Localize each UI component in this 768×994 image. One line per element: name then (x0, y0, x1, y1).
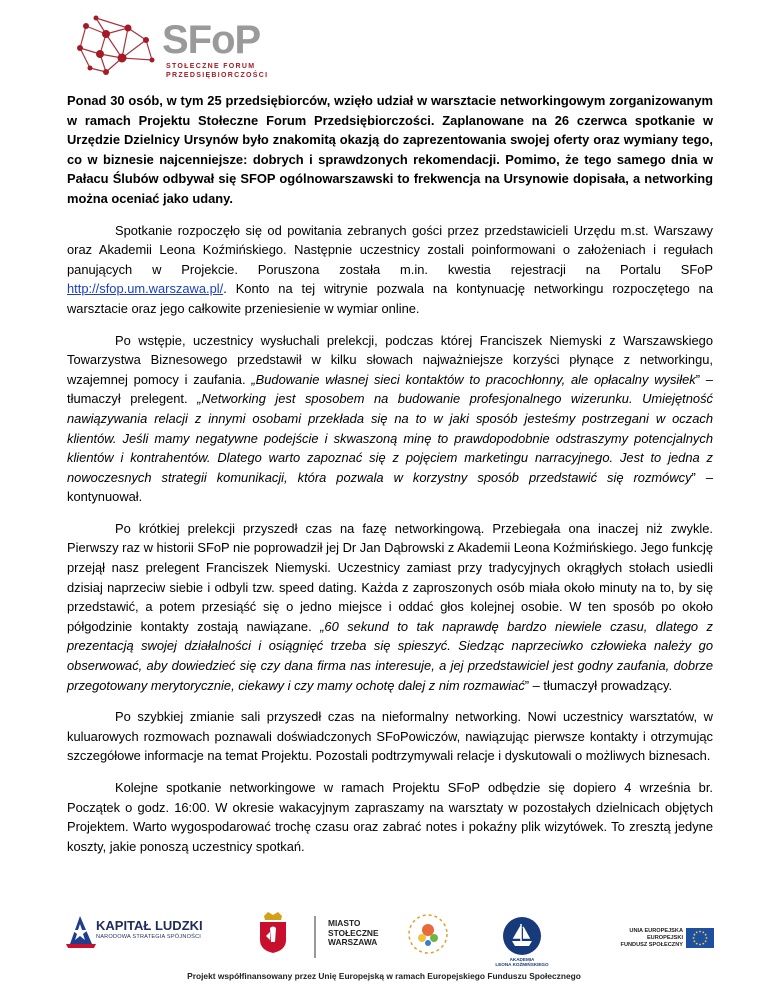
portal-link[interactable]: http://sfop.um.warszawa.pl/ (67, 281, 224, 297)
paragraph-3-text-a: Po krótkiej prelekcji przyszedł czas na fazę networkingową. Przebiegała ona inaczej niż zwykle. Pierwszy raz w historii SFoP nie poprowadził jej Dr Jan Dąbrowski z Akademii Leona Koźmińskiego. Jego funkcję przejął nasz prelegent Franciszek Niemyski. Uczestnicy zamiast przy tradycyjnych okrągłych stołach usiedli dzisiaj naprzeciw siebie i odbyli tzw. speed dating. Każda z zaproszonych osób miała około minuty na to, by się przedstawić, a potem przesiąść się o jedno miejsce i oddać głos kolejnej osobie. W ten sposób po około półgodzinie kontakty zostają nawiązane. (67, 520, 714, 634)
lead-paragraph: Ponad 30 osób, w tym 25 przedsiębiorców, wzięło udział w warsztacie networkingowym zorganizowanym w ramach Projektu Stołeczne Forum Przedsiębiorczości. Zaplanowane na 26 czerwca spotkanie w Urzędzie Dzielnicy Ursynów było znakomitą okazją do zaprezentowania swojej oferty oraz wymiany tego, co w biznesie najcenniejsze: dobrych i sprawdzonych rekomendacji. Pomimo, że tego samego dnia w Pałacu Ślubów odbywał się SFOP ogólnowarszawski to frekwencja na Ursynowie dopisała, a networking można oceniać jako udany. (67, 93, 713, 206)
paragraph-1 (67, 221, 713, 319)
network-logo-icon (66, 14, 162, 80)
paragraph-2-text-b: ” – tłumaczył prelegent. (67, 371, 713, 407)
miasto-line-1: MIASTO (328, 918, 361, 928)
funding-caption: Projekt współfinansowany przez Unię Europejską w ramach Europejskiego Funduszu Społecznego (187, 971, 581, 981)
kids-logo-icon (406, 912, 450, 956)
miasto-divider (314, 916, 316, 958)
paragraph-2-text-c: ” – kontynuował. (67, 469, 714, 505)
paragraph-4: Po szybkiej zmianie sali przyszedł czas na nieformalny networking. Nowi uczestnicy warsztatów, w kuluarowych rozmowach poznawali doświadczonych SFoPowiczów, nawiązując pierwsze kontakty i otrzymując szczegółowe informacje na temat Projektu. Pozostali podtrzymywali relacje i dyskutowali o możliwych biznesach. (67, 709, 713, 764)
kapital-ludzki-title: KAPITAŁ LUDZKI (96, 918, 203, 933)
eu-line-2: EUROPEJSKI (646, 935, 683, 941)
logo-wordmark: SFoP (162, 18, 261, 62)
quote-2: „Networking jest sposobem na budowanie profesjonalnego wizerunku. Umiejętność nawiązywania relacji z innymi osobami przekłada się na to w jaki sposób jesteśmy postrzegani w oczach klientów. Jeśli mamy negatywne podejście i skwaszoną minę to prawdopodobnie odstraszymy potencjalnych klientów i kontrahentów. Dlatego warto zapoznać się z pojęciem marketingu narracyjnego. Jest to jedna z nowoczesnych strategii komunikacji, która pozwala w korzystny sposób przedstawić się rozmówcy (67, 391, 713, 485)
paragraph-2-text-a: Po wstępie, uczestnicy wysłuchali prelekcji, podczas której Franciszek Niemyski z Warszawskiego Towarzystwa Biznesowego przedstawił w kilku słowach najważniejsze korzyści płynące z networkingu, wzajemnej pomocy i zaufania. (67, 332, 713, 387)
miasto-line-3: WARSZAWA (328, 937, 378, 948)
paragraph-1-text-b: . Konto na tej witrynie pozwala na kontynuację networkingu rozpoczętego na warsztacie oraz jego całkowite przeniesienie w wymiar online. (67, 281, 713, 316)
paragraph-3-text-b: ” – tłumaczył prowadzący. (524, 677, 673, 693)
akademia-ship-icon (502, 916, 542, 956)
eu-flag-icon (686, 928, 714, 948)
paragraph-1-text-a: Spotkanie rozpoczęło się od powitania zebranych gości przez przedstawicieli Urzędu m.st. Warszawy oraz Akademii Leona Koźmińskiego. Następnie uczestnicy zostali poinformowani o założeniach i regułach panujących w Projekcie. Poruszona została m.in. kwestia rejestracji na Portalu SFoP (67, 222, 713, 277)
sfop-logo (66, 14, 269, 80)
paragraph-5: Kolejne spotkanie networkingowe w ramach Projektu SFoP odbędzie się dopiero 4 września br. Początek o godz. 16:00. W okresie wakacyjnym zapraszamy na warsztaty w pozostałych dzielnicach objętych Projektem. Warto wygospodarować trochę czasu oraz zabrać notes i pokaźny plik wizytówek. To zresztą jedyne koszty, jakie ponoszą uczestnicy spotkań. (67, 780, 713, 854)
warsaw-coat-of-arms-icon (256, 910, 290, 954)
miasto-logo-text (328, 919, 388, 948)
eu-line-3: FUNDUSZ SPOŁECZNY (620, 942, 683, 948)
quote-1: „Budowanie własnej sieci kontaktów to pracochłonny, ale opłacalny wysiłek (251, 371, 696, 387)
logo-subtitle-1: STOŁECZNE FORUM (166, 63, 256, 70)
paragraph-2 (67, 331, 713, 507)
miasto-line-2: STOŁECZNE (328, 927, 379, 938)
kapital-ludzki-subtitle: NARODOWA STRATEGIA SPÓJNOŚCI (96, 934, 202, 940)
article-body (67, 91, 713, 868)
akademia-line-2: LEONA KOŹMIŃSKIEGO (495, 962, 549, 968)
eu-line-1: UNIA EUROPEJSKA (629, 928, 683, 934)
footer-logos (0, 900, 768, 994)
paragraph-3 (67, 519, 713, 695)
kapital-ludzki-text (96, 919, 216, 941)
kapital-ludzki-star-icon (66, 914, 96, 950)
akademia-text (492, 957, 552, 968)
quote-3: „60 sekund to tak naprawdę bardzo niewiele czasu, dlatego z prezentacją swojej działalności i osiągnięć trzeba się spieszyć. Siedząc naprzeciwko człowieka należy go obserwować, aby dowiedzieć się czy dana firma nas interesuje, a jej przedstawiciel jest godny zaufania, dobrze przegotowany merytorycznie, ciekawy i czy mamy ochotę dalej z nim rozmawiać (67, 618, 713, 693)
akademia-line-1: AKADEMIA (509, 957, 535, 962)
eu-logo-text (607, 928, 683, 949)
logo-subtitle-2: PRZEDSIĘBIORCZOŚCI (166, 72, 269, 79)
